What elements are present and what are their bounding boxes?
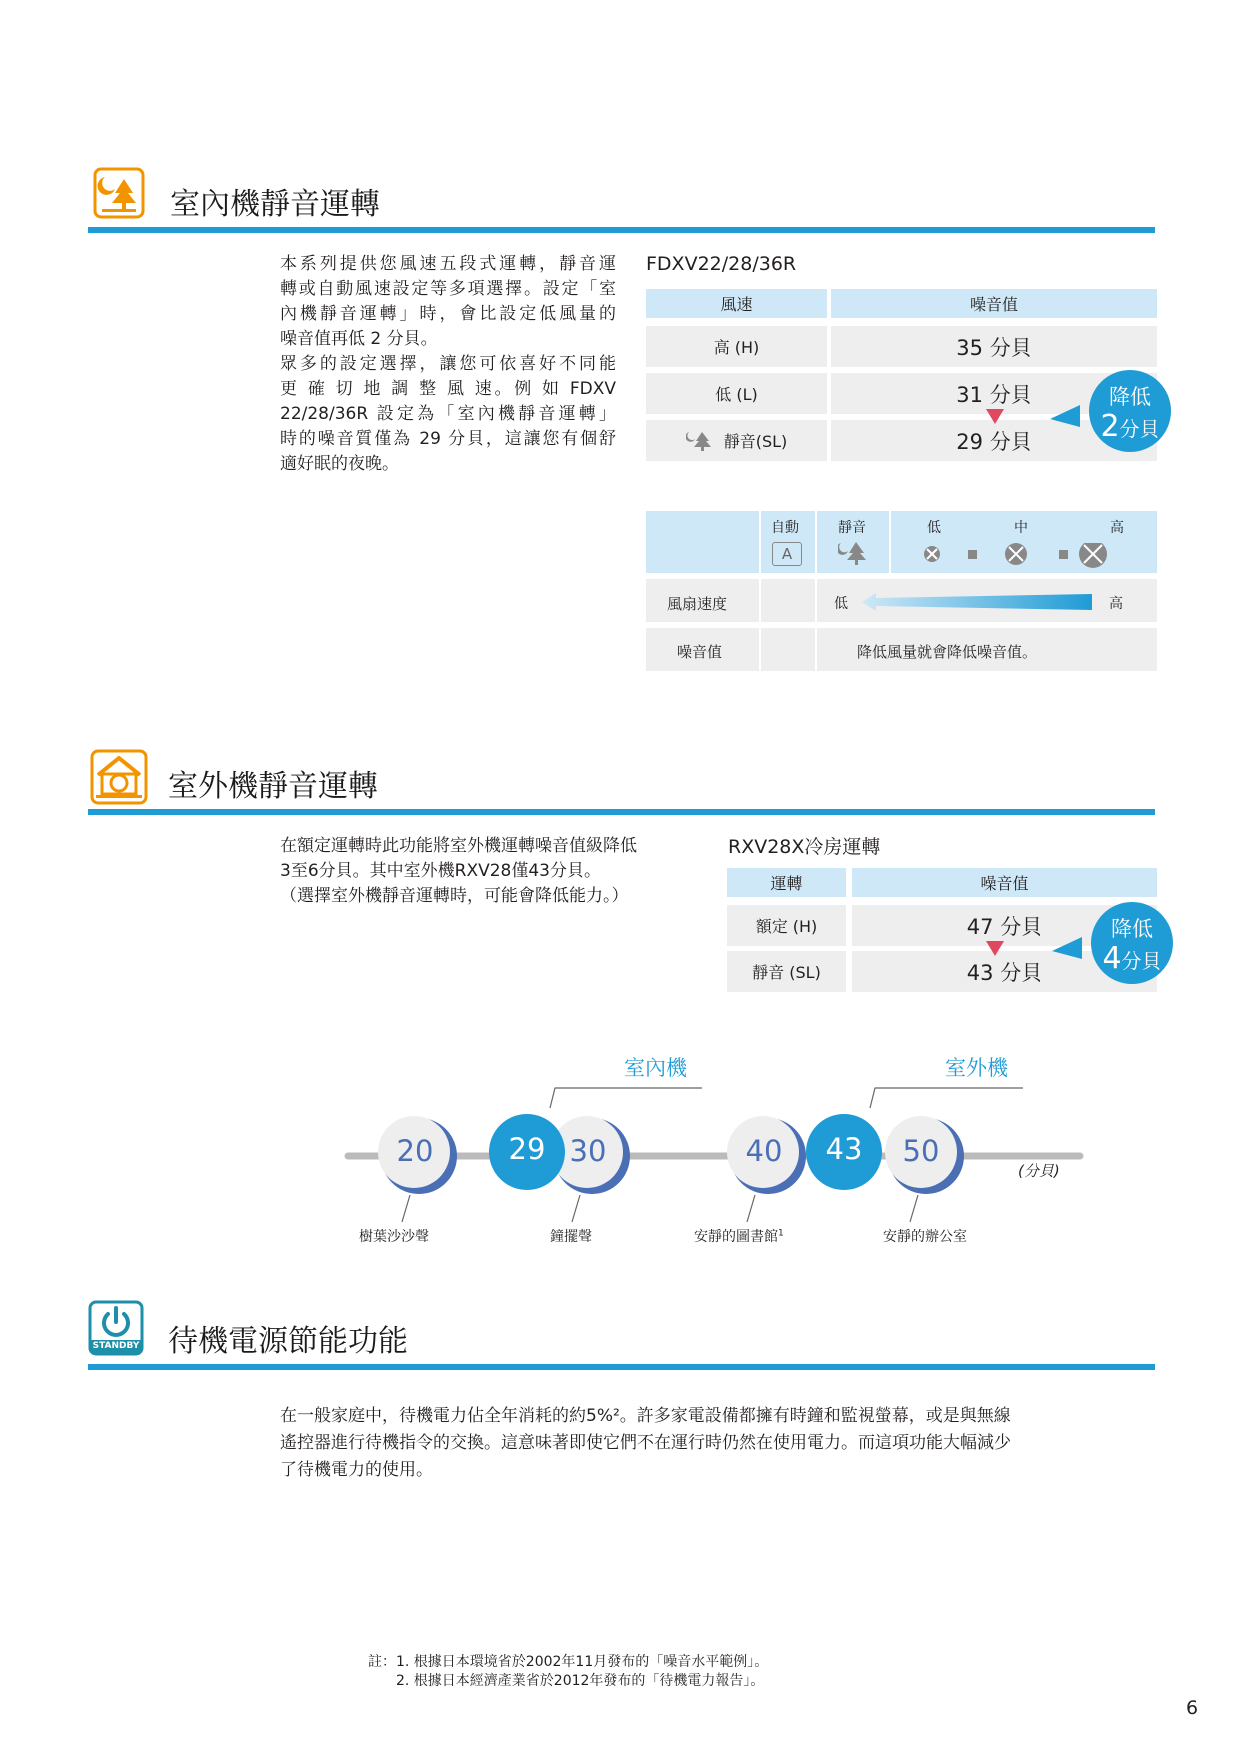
fan-speed-label: 風扇速度 [667, 595, 728, 613]
row-speed-low: 低 (L) [646, 373, 827, 414]
text-line: 適好眠的夜晚。 [280, 454, 399, 474]
scale-value-43: 43 [825, 1132, 863, 1166]
scale-unit: (分貝) [1018, 1162, 1060, 1180]
scale-value-20: 20 [396, 1134, 434, 1168]
indoor-unit-label: 室內機 [624, 1056, 687, 1080]
scale-value-50: 50 [902, 1134, 940, 1168]
text-line: 了待機電力的使用。 [280, 1460, 433, 1480]
section-outdoor-header [88, 745, 1155, 815]
section-standby-header [88, 1300, 1155, 1370]
text-line: 3至6分貝。其中室外機RXV28僅43分貝。 [280, 861, 601, 881]
text-line: 遙控器進行待機指令的交換。這意味著即使它們不在運行時仍然在使用電力。而這項功能大幅減少 [280, 1433, 1011, 1453]
col-header-speed: 風速 [646, 289, 827, 318]
speed-high-label: 高 [1109, 596, 1123, 612]
section-title: 待機電源節能功能 [168, 1324, 408, 1359]
divider [759, 628, 761, 671]
down-triangle-icon [986, 409, 1004, 424]
outdoor-table-title: RXV28X冷房運轉 [728, 836, 881, 858]
row-noise-quiet: 43 分貝 [852, 951, 1157, 992]
text-line: 在額定運轉時此功能將室外機運轉噪音值級降低 [280, 836, 637, 856]
quiet-mode-icon [838, 540, 868, 566]
indoor-table-title: FDXV22/28/36R [646, 253, 797, 275]
outdoor-description [280, 834, 700, 909]
text-line: 轉或自動風速設定等多項選擇。設定「室 [280, 279, 616, 299]
text-line: 本系列提供您風速五段式運轉，靜音運 [280, 254, 616, 274]
divider [815, 628, 817, 671]
section-title: 室內機靜音運轉 [170, 187, 380, 222]
col-header-noise: 噪音值 [852, 868, 1157, 897]
row-mode-quiet: 靜音 (SL) [727, 951, 846, 992]
standby-icon [88, 1300, 144, 1356]
divider [759, 579, 761, 622]
bubble-number: 4 [1102, 941, 1122, 976]
standby-description [280, 1403, 1100, 1484]
mode-high-label: 高 [1110, 520, 1124, 536]
bubble-unit: 分貝 [1119, 417, 1160, 441]
quiet-tree-icon [686, 429, 712, 453]
mode-auto-label: 自動 [771, 520, 799, 536]
indoor-quiet-icon [93, 167, 145, 219]
divider [759, 511, 761, 573]
footnote-1: 註：1. 根據日本環境省於2002年11月發布的「噪音水平範例」。 [368, 1654, 769, 1670]
reduction-bubble-4db [1091, 902, 1173, 984]
scale-value-30: 30 [569, 1134, 607, 1168]
section-divider [88, 809, 1155, 815]
fan-speed-icons [922, 543, 1108, 573]
text-line: 22/28/36R 設定為「室內機靜音運轉」 [280, 404, 616, 424]
noise-label: 噪音值 [677, 643, 723, 661]
bubble-unit: 分貝 [1121, 949, 1162, 973]
ref-office: 安靜的辦公室 [883, 1229, 967, 1245]
mode-quiet-label: 靜音 [838, 520, 866, 536]
bubble-pointer [1050, 405, 1080, 429]
text-line: 更 確 切 地 調 整 風 速。例 如 FDXV [280, 379, 616, 399]
text-line: （選擇室外機靜音運轉時，可能會降低能力。） [280, 886, 629, 906]
bubble-line1: 降低 [1109, 385, 1151, 409]
mode-mid-label: 中 [1014, 520, 1028, 536]
ref-library [694, 1226, 784, 1246]
ref-note-mark: 1 [778, 1228, 784, 1239]
ref-library-text: 安靜的圖書館 [694, 1229, 778, 1245]
row-noise-low: 31 分貝 [831, 373, 1157, 414]
text-line: 內機靜音運轉」時，會比設定低風量的 [280, 304, 616, 324]
divider [889, 511, 891, 573]
noise-note: 降低風量就會降低噪音值。 [857, 643, 1038, 661]
scale-value-29: 29 [508, 1132, 546, 1166]
indoor-description [280, 252, 616, 477]
col-header-noise: 噪音值 [831, 289, 1157, 318]
page-number: 6 [1186, 1697, 1199, 1719]
down-triangle-icon [986, 941, 1004, 956]
quiet-label: 靜音(SL) [723, 432, 788, 451]
outdoor-unit-label: 室外機 [945, 1056, 1008, 1080]
col-header-mode: 運轉 [727, 868, 846, 897]
outdoor-quiet-icon [90, 749, 142, 801]
ref-clock: 鐘擺聲 [550, 1229, 592, 1245]
section-title: 室外機靜音運轉 [168, 769, 378, 804]
mode-low-label: 低 [927, 520, 941, 536]
auto-mode-icon: A [772, 542, 802, 566]
ref-leaves: 樹葉沙沙聲 [359, 1229, 429, 1245]
bubble-line1: 降低 [1111, 917, 1153, 941]
section-divider [88, 227, 1155, 233]
bubble-pointer [1052, 937, 1082, 961]
bubble-number: 2 [1100, 409, 1120, 444]
row-noise-rated: 47 分貝 [852, 905, 1157, 946]
scale-value-40: 40 [745, 1134, 783, 1168]
row-mode-rated: 額定 (H) [727, 905, 846, 946]
text-line: 時的噪音質僅為 29 分貝，這讓您有個舒 [280, 429, 616, 449]
text-line: 噪音值再低 2 分貝。 [280, 329, 438, 349]
section-indoor-header [88, 163, 1155, 233]
row-speed-high: 高 (H) [646, 326, 827, 367]
row-noise-quiet: 29 分貝 [831, 420, 1157, 461]
reduction-bubble-2db [1089, 370, 1171, 452]
speed-arrow [862, 591, 1092, 613]
divider [815, 511, 817, 573]
text-line: 眾多的設定選擇，讓您可依喜好不同能 [280, 354, 616, 374]
row-speed-quiet [646, 420, 827, 461]
row-noise-high: 35 分貝 [831, 326, 1157, 367]
speed-low-label: 低 [834, 596, 848, 612]
text-line: 在一般家庭中，待機電力佔全年消耗的約5%²。許多家電設備都擁有時鐘和監視螢幕，或是與無線 [280, 1406, 1011, 1426]
divider [815, 579, 817, 622]
section-divider [88, 1364, 1155, 1370]
footnote-2: 2. 根據日本經濟產業省於2012年發布的「待機電力報告」。 [396, 1673, 765, 1689]
standby-icon-text: STANDBY [92, 1341, 140, 1351]
